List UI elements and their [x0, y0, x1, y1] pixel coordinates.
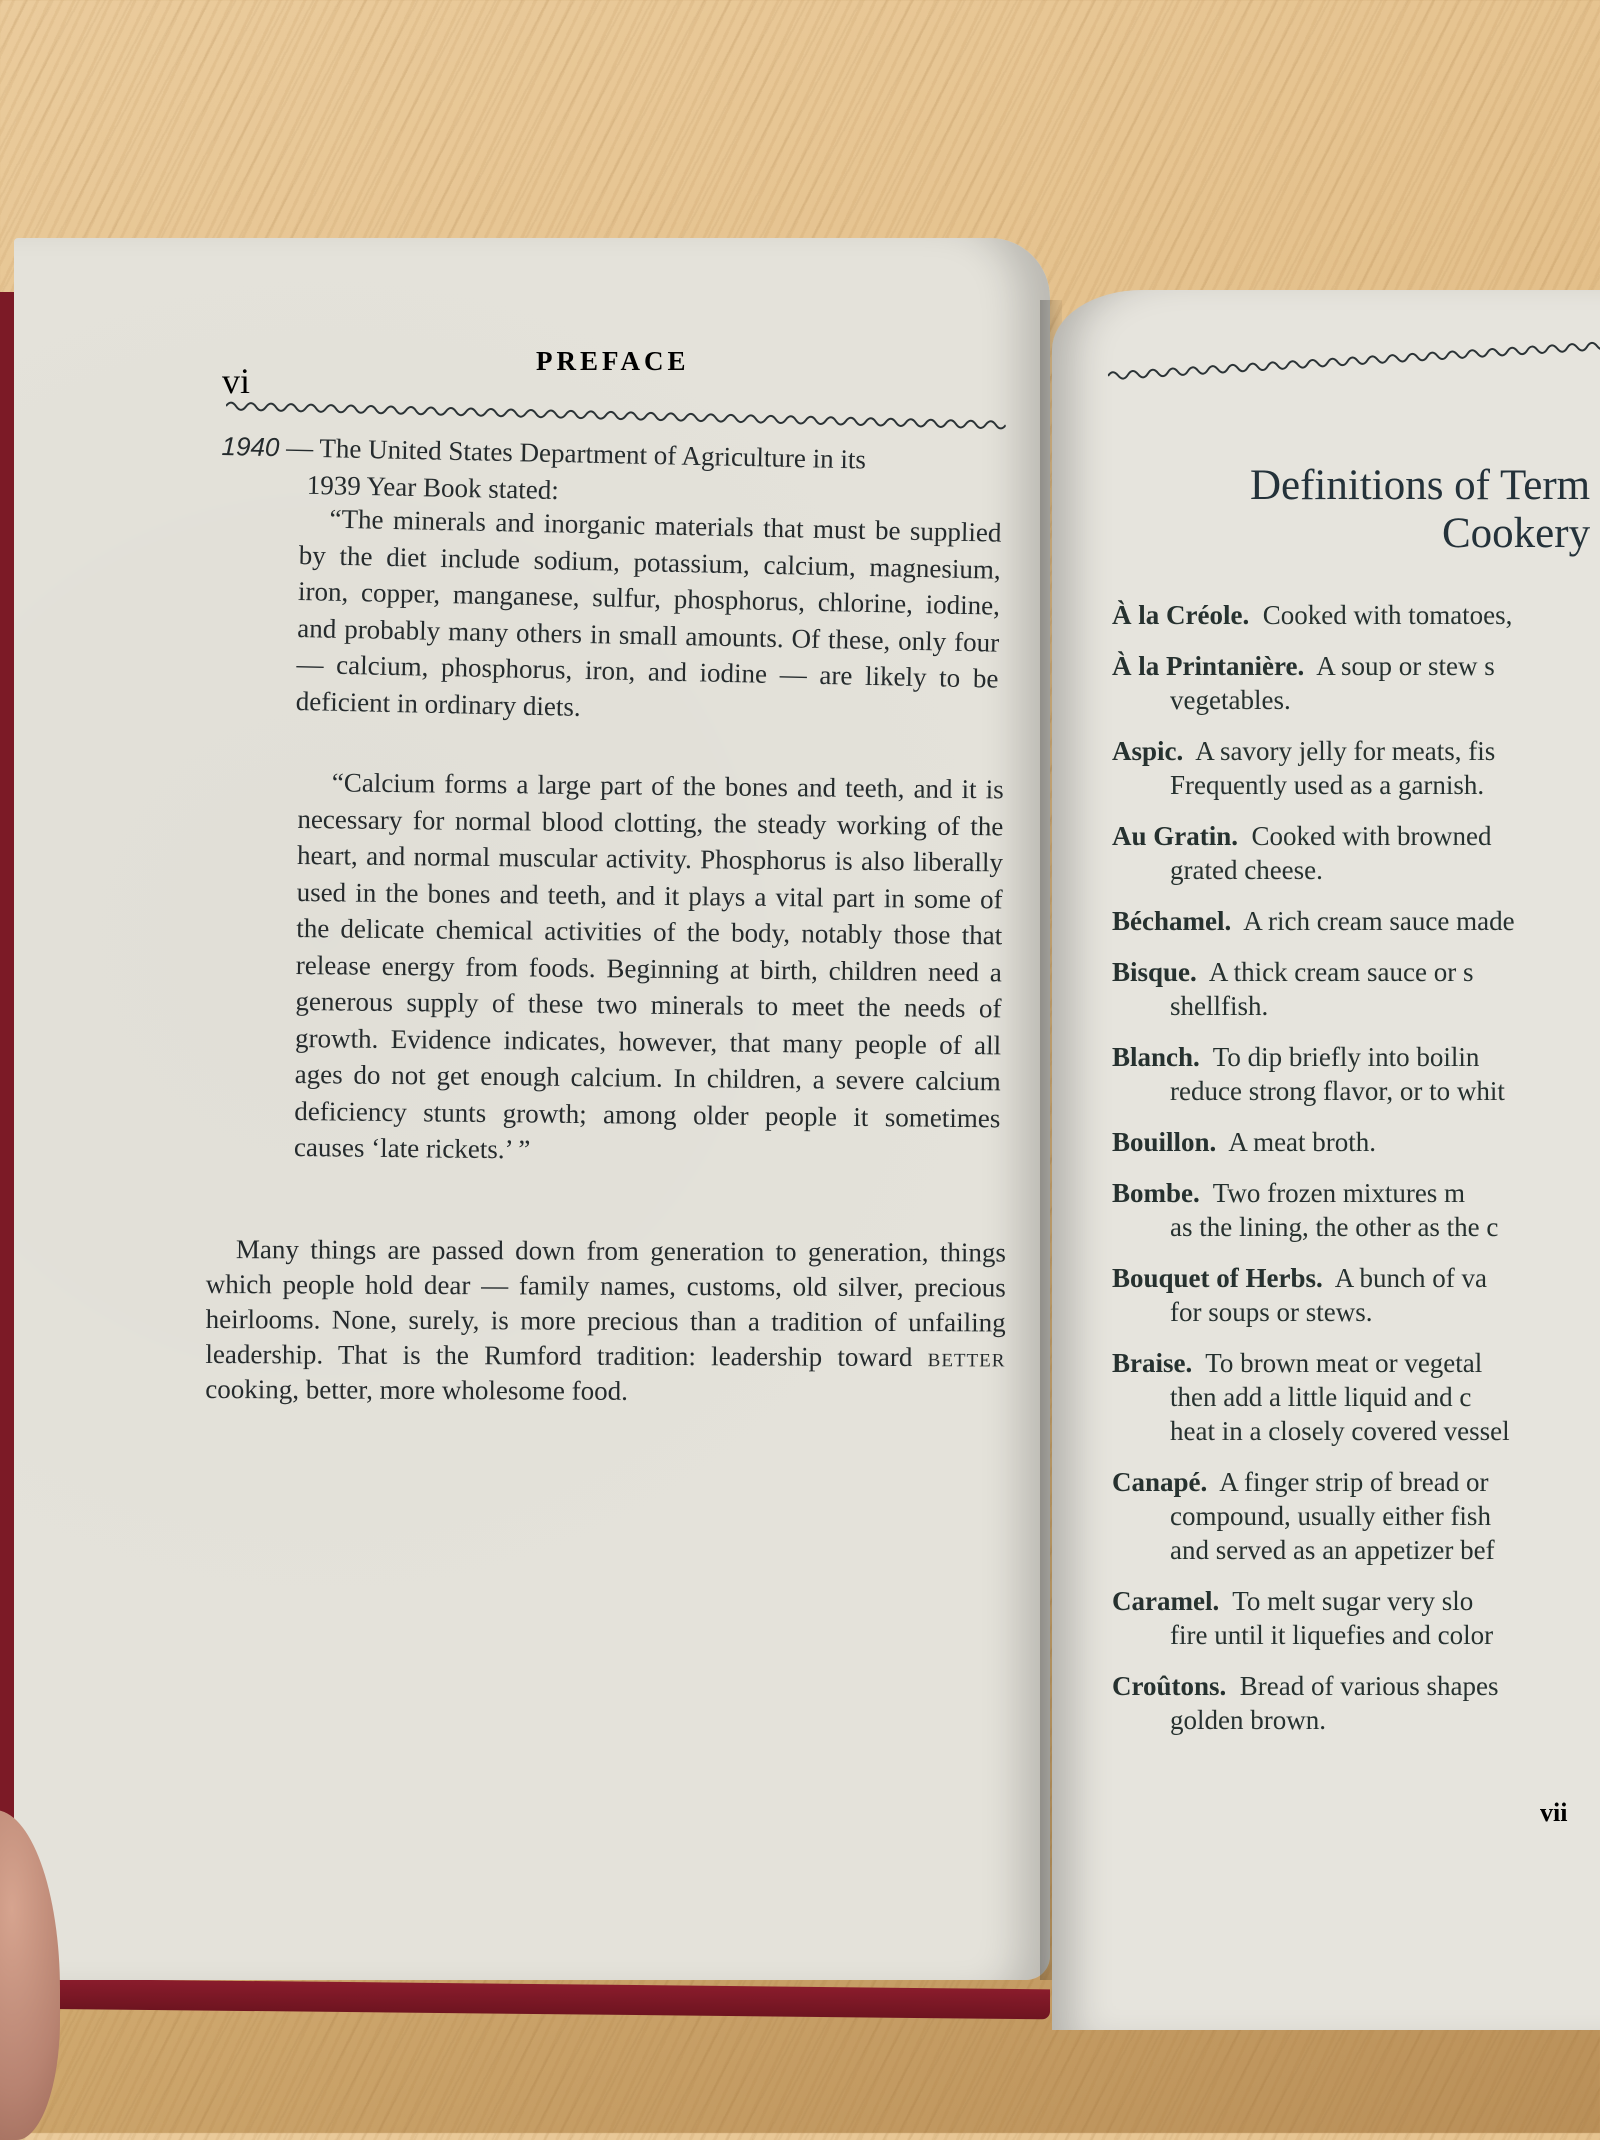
- page-number-right: vii: [1540, 1798, 1568, 1827]
- quote-paragraph-minerals: “The minerals and inorganic materials that must be supplied by the diet include sodium, potassium, calcium, magnesium, iron, copper, manganese, sulfur, phosphorus, chlorine, iodine, and probably many others in small amounts. Of these, only four — calcium, phosphorus, iron, and iodine — are likely to be deficient in ordinary diets.: [295, 503, 1002, 722]
- definition-text: A meat broth.: [1228, 1127, 1377, 1157]
- definition-term: Bouquet of Herbs.: [1112, 1263, 1323, 1293]
- definition-continuation: shellfish.: [1170, 991, 1269, 1021]
- definition-term: Blanch.: [1112, 1042, 1200, 1072]
- definition-term: Caramel.: [1112, 1586, 1220, 1616]
- definition-continuation: as the lining, the other as the c: [1170, 1212, 1499, 1242]
- entry-lead-continuation: 1939 Year Book stated:: [306, 469, 560, 505]
- definition-text: To dip briefly into boilin: [1212, 1042, 1480, 1072]
- definition-text: A bunch of va: [1334, 1263, 1488, 1293]
- definition-continuation: heat in a closely covered vessel: [1170, 1416, 1510, 1446]
- section-title: [1222, 462, 1590, 558]
- definition-text: A finger strip of bread or: [1219, 1467, 1489, 1497]
- definition-text: To brown meat or vegetal: [1205, 1348, 1483, 1378]
- closing-text-after: cooking, better, more wholesome food.: [205, 1373, 628, 1406]
- definition-term: À la Créole.: [1112, 600, 1250, 630]
- definition-term: À la Printanière.: [1112, 651, 1305, 681]
- definition-text: A rich cream sauce made: [1243, 906, 1515, 936]
- definition-term: Béchamel.: [1112, 906, 1232, 936]
- definition-item: [1112, 1584, 1600, 1652]
- definition-text: Cooked with tomatoes,: [1262, 600, 1513, 630]
- definition-item: [1112, 734, 1600, 802]
- definition-continuation: grated cheese.: [1170, 855, 1323, 885]
- definition-continuation: for soups or stews.: [1170, 1297, 1373, 1327]
- definition-text: A soup or stew s: [1316, 651, 1495, 681]
- definition-term: Aspic.: [1112, 736, 1184, 766]
- book-cover-bottom-edge: [20, 1979, 1050, 2020]
- definition-item: [1112, 819, 1600, 887]
- definition-continuation: compound, usually either fish: [1170, 1501, 1491, 1531]
- definition-text: Two frozen mixtures m: [1212, 1178, 1466, 1208]
- definition-continuation: golden brown.: [1170, 1705, 1326, 1735]
- definition-continuation: fire until it liquefies and color: [1170, 1620, 1494, 1650]
- definition-text: Cooked with browned: [1251, 821, 1492, 851]
- section-title-line-1: Definitions of Term: [1249, 462, 1591, 509]
- definitions-list: [1112, 598, 1600, 1754]
- definition-term: Braise.: [1112, 1348, 1193, 1378]
- definition-text: A thick cream sauce or s: [1208, 957, 1474, 987]
- definition-continuation: and served as an appetizer bef: [1170, 1535, 1495, 1565]
- definition-item: [1112, 904, 1600, 938]
- definition-continuation: then add a little liquid and c: [1170, 1382, 1472, 1412]
- definition-term: Croûtons.: [1112, 1671, 1227, 1701]
- entry-lead: — The United States Department of Agriculture in its: [279, 432, 867, 475]
- definition-item: [1112, 955, 1600, 1023]
- definition-item: [1112, 1261, 1600, 1329]
- definition-continuation: vegetables.: [1170, 685, 1291, 715]
- definition-continuation: reduce strong flavor, or to whit: [1170, 1076, 1505, 1106]
- definition-item: [1112, 1040, 1600, 1108]
- definition-term: Bombe.: [1112, 1178, 1200, 1208]
- definition-term: Bisque.: [1112, 957, 1197, 987]
- definition-text: Bread of various shapes: [1239, 1671, 1499, 1701]
- definition-item: [1112, 1346, 1600, 1448]
- definition-item: [1112, 1669, 1600, 1737]
- definition-item: [1112, 598, 1600, 632]
- entry-year: 1940: [221, 430, 280, 463]
- closing-paragraph: [205, 1232, 1006, 1410]
- definition-item: [1112, 1465, 1600, 1567]
- definition-term: Bouillon.: [1112, 1127, 1217, 1157]
- definition-term: Au Gratin.: [1112, 821, 1239, 851]
- definition-text: A savory jelly for meats, fis: [1195, 736, 1496, 766]
- closing-text-before: Many things are passed down from generation to generation, things which people hold dear — family names, customs, old silver, precious heirlooms. None, surely, is more precious than a tradition of unfailing leadership. That is the Rumford tradition: leadership toward: [205, 1234, 1006, 1373]
- quote-paragraph-calcium: “Calcium forms a large part of the bones and teeth, and it is necessary for normal blood clotting, the steady working of the heart, and normal muscular activity. Phosphorus is also liberally used in the bones and teeth, and it plays a vital part in some of the delicate chemical activities of the body, notably those that release energy from foods. Beginning at birth, children need a generous supply of these two minerals to meet the needs of growth. Evidence indicates, however, that many people of all ages do not get enough calcium. In children, a severe calcium deficiency stunts growth; among older people it sometimes causes ‘late rickets.’ ”: [293, 767, 1004, 1165]
- definition-item: [1112, 1125, 1600, 1159]
- closing-emphasis: better: [927, 1342, 1006, 1373]
- definition-continuation: Frequently used as a garnish.: [1170, 770, 1485, 800]
- running-head: PREFACE: [536, 346, 690, 376]
- definition-item: [1112, 649, 1600, 717]
- definition-item: [1112, 1176, 1600, 1244]
- section-title-line-2: Cookery: [1442, 510, 1591, 557]
- definition-term: Canapé.: [1112, 1467, 1208, 1497]
- page-number-left: vi: [222, 361, 251, 401]
- definition-text: To melt sugar very slo: [1232, 1586, 1474, 1616]
